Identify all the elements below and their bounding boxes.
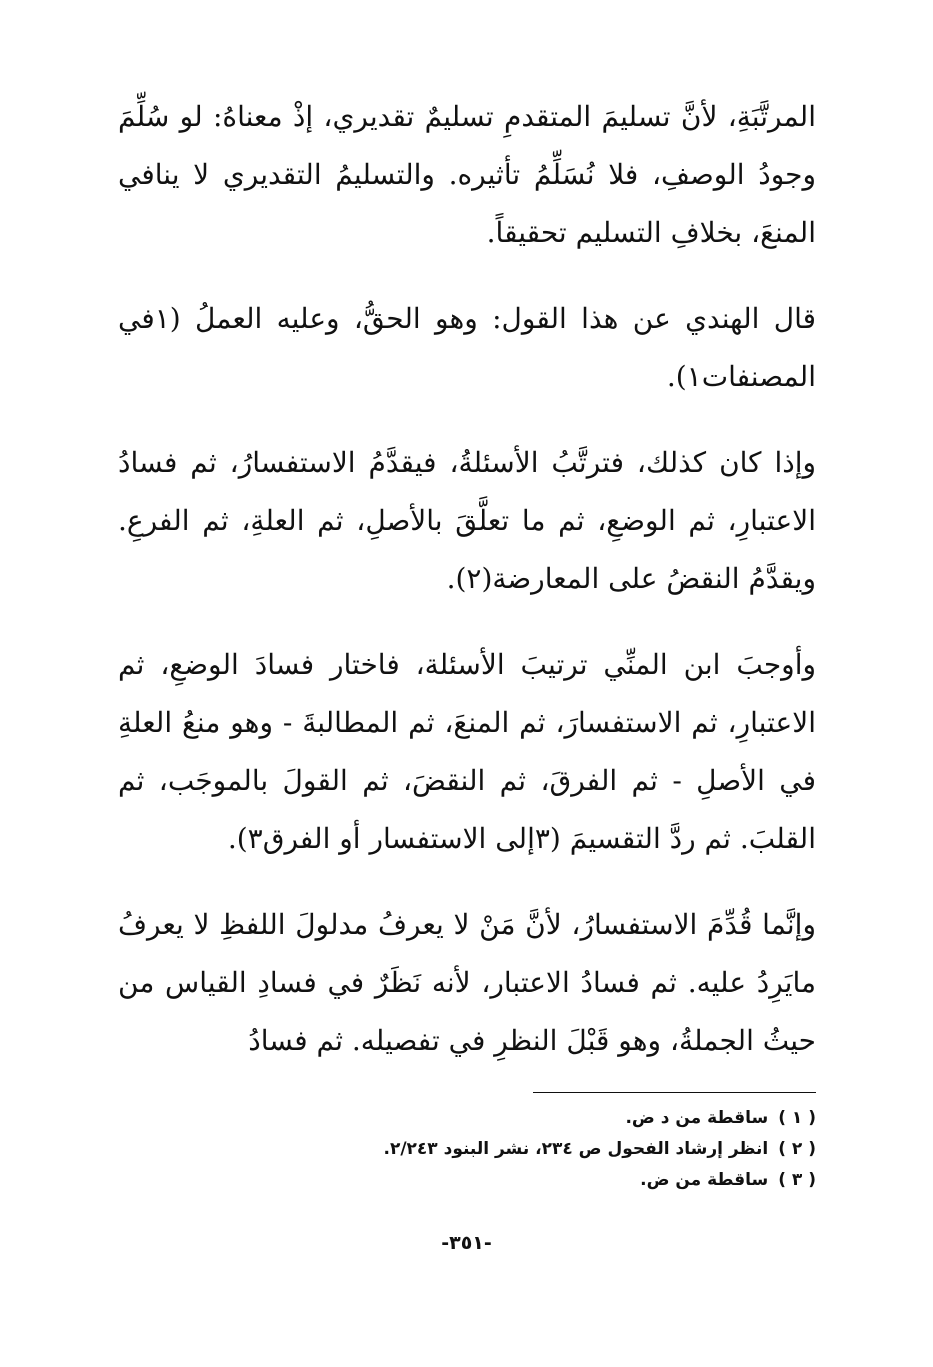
footnotes xyxy=(118,1092,816,1196)
page-number: -٣٥١- xyxy=(441,1232,492,1254)
paragraph-3: وإذا كان كذلك، فترتَّبُ الأسئلةُ، فيقدَّمُ الاستفسارُ، ثم فسادُ الاعتبارِ، ثم الوضعِ، ثم ما تعلَّقَ بالأصلِ، ثم العلةِ، ثم الفرعِ. ويقدَّمُ النقضُ على المعارضة(٢). xyxy=(118,446,816,595)
paragraph-2: قال الهندي عن هذا القول: وهو الحقُّ، وعليه العملُ (١في المصنفات١). xyxy=(118,302,816,393)
footnote-3 xyxy=(118,1165,816,1196)
footnote-divider xyxy=(533,1092,816,1093)
footnote-2 xyxy=(118,1134,816,1165)
footnote-3-text: ساقطة من ض. xyxy=(640,1170,769,1190)
paragraph-5: وإنَّما قُدِّمَ الاستفسارُ، لأنَّ مَنْ لا يعرفُ مدلولَ اللفظِ لا يعرفُ مايَرِدُ عليه. ثم فسادُ الاعتبار، لأنه نَظَرٌ في فسادِ القياس من حيثُ الجملةُ، وهو قَبْلَ النظرِ في تفصيله. ثم فسادُ xyxy=(118,908,816,1057)
footnote-1-number: ( ١ ) xyxy=(778,1108,816,1128)
footnote-2-number: ( ٢ ) xyxy=(778,1139,816,1159)
footnote-3-number: ( ٣ ) xyxy=(778,1170,816,1190)
footnote-2-text: انظر إرشاد الفحول ص ٢٣٤، نشر البنود ٢/٢٤٣. xyxy=(383,1139,769,1159)
footnote-1 xyxy=(118,1103,816,1134)
paragraph-4: وأوجبَ ابن المنِّي ترتيبَ الأسئلة، فاختار فسادَ الوضعِ، ثم الاعتبارِ، ثم الاستفسارَ، ثم المنعَ، ثم المطالبةَ - وهو منعُ العلةِ في الأصلِ - ثم الفرقَ، ثم النقضَ، ثم القولَ بالموجَب، ثم القلبَ. ثم ردَّ التقسيمَ (٣إلى الاستفسار أو الفرق٣). xyxy=(118,648,816,855)
page-body xyxy=(118,88,816,1098)
footnote-1-text: ساقطة من د ض. xyxy=(625,1108,769,1128)
paragraph-1: المرتَّبَةِ، لأنَّ تسليمَ المتقدمِ تسليمٌ تقديري، إذْ معناهُ: لو سُلِّمَ وجودُ الوصفِ، فلا نُسَلِّمُ تأثيره. والتسليمُ التقديري لا ينافي المنعَ، بخلافِ التسليم تحقيقاً. xyxy=(118,100,816,249)
